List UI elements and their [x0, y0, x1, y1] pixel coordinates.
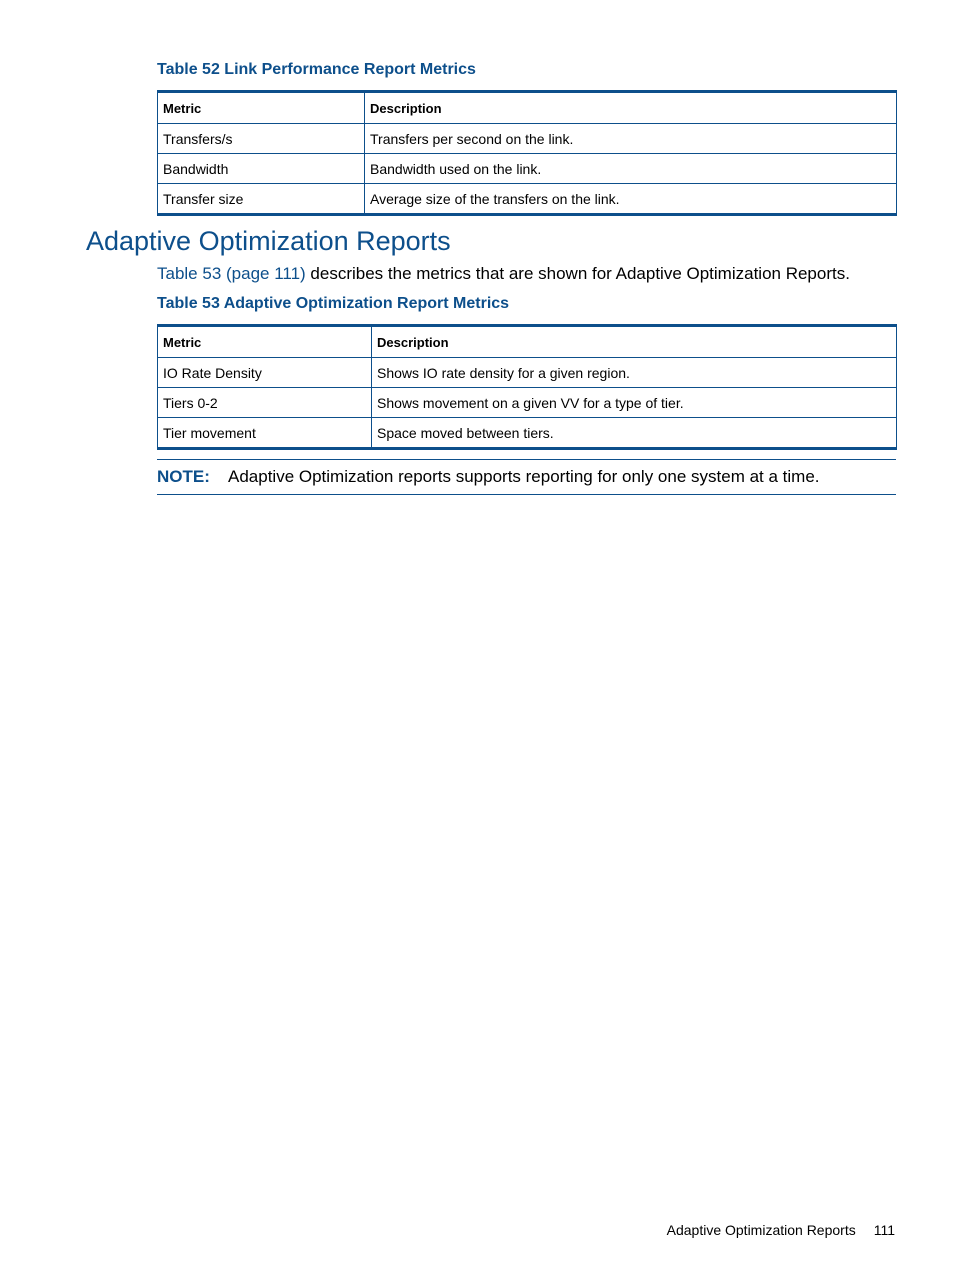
table-52-caption: Table 52 Link Performance Report Metrics	[157, 61, 476, 78]
table-row	[158, 154, 897, 184]
description-cell: Average size of the transfers on the link.	[365, 184, 897, 215]
page-number: 111	[873, 1222, 895, 1238]
table-row	[158, 358, 897, 388]
page-footer	[667, 1222, 895, 1238]
link-performance-metrics-table	[157, 90, 897, 216]
intro-paragraph	[157, 264, 850, 284]
metric-cell: Transfer size	[158, 184, 365, 215]
intro-text: describes the metrics that are shown for Adaptive Optimization Reports.	[305, 264, 850, 283]
column-header-description: Description	[365, 92, 897, 124]
table-header-row	[158, 326, 897, 358]
table-row	[158, 184, 897, 215]
metric-cell: Tier movement	[158, 418, 372, 449]
metric-cell: Tiers 0-2	[158, 388, 372, 418]
column-header-description: Description	[372, 326, 897, 358]
note-box	[157, 459, 896, 495]
table-53-link[interactable]: Table 53 (page 111)	[157, 264, 306, 283]
note-label: NOTE:	[157, 467, 210, 486]
metric-cell: Transfers/s	[158, 124, 365, 154]
column-header-metric: Metric	[158, 92, 365, 124]
metric-cell: Bandwidth	[158, 154, 365, 184]
table-53-caption: Table 53 Adaptive Optimization Report Metrics	[157, 295, 510, 312]
table-row	[158, 124, 897, 154]
table-row	[158, 418, 897, 449]
description-cell: Shows IO rate density for a given region.	[372, 358, 897, 388]
section-heading: Adaptive Optimization Reports	[86, 226, 451, 256]
table-header-row	[158, 92, 897, 124]
description-cell: Space moved between tiers.	[372, 418, 897, 449]
column-header-metric: Metric	[158, 326, 372, 358]
footer-section-title: Adaptive Optimization Reports	[666, 1222, 856, 1238]
description-cell: Bandwidth used on the link.	[365, 154, 897, 184]
adaptive-optimization-metrics-table	[157, 324, 897, 450]
note-text: Adaptive Optimization reports supports reporting for only one system at a time.	[228, 467, 820, 486]
description-cell: Shows movement on a given VV for a type of tier.	[372, 388, 897, 418]
metric-cell: IO Rate Density	[158, 358, 372, 388]
description-cell: Transfers per second on the link.	[365, 124, 897, 154]
table-row	[158, 388, 897, 418]
